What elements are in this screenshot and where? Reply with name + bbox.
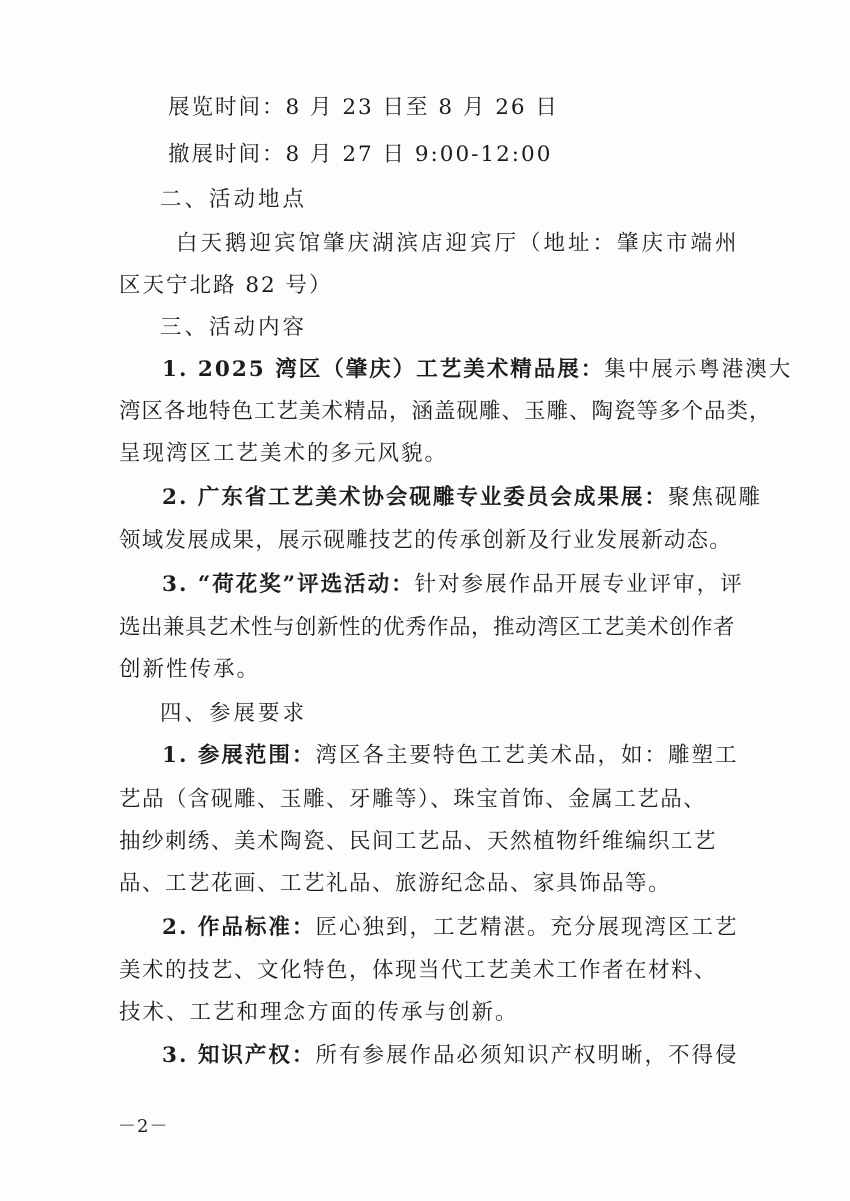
content-item-2 — [162, 484, 762, 512]
venue-line-2: 区天宁北路 82 号） — [119, 273, 333, 298]
requirement-item-1-line-4: 品、工艺花画、工艺礼品、旅游纪念品、家具饰品等。 — [119, 871, 672, 896]
content-item-2-text: 聚焦砚雕 — [667, 485, 762, 510]
requirement-item-1-label: 1. 参展范围： — [162, 743, 316, 768]
section-2-heading: 二、活动地点 — [160, 187, 308, 212]
requirement-item-2-label: 2. 作品标准： — [162, 915, 316, 940]
requirement-item-3-text: 所有参展作品必须知识产权明晰，不得侵 — [315, 1043, 739, 1068]
content-item-1-label: 1. 2025 湾区（肇庆）工艺美术精品展： — [162, 357, 605, 382]
requirement-item-1-line-3: 抽纱刺绣、美术陶瓷、民间工艺品、天然植物纤维编织工艺 — [119, 829, 718, 854]
teardown-time: 撤展时间：8 月 27 日 9:00-12:00 — [168, 142, 553, 167]
section-4-heading: 四、参展要求 — [160, 701, 308, 726]
requirement-item-2-line-3: 技术、工艺和理念方面的传承与创新。 — [119, 1000, 519, 1025]
content-item-2-label: 2. 广东省工艺美术协会砚雕专业委员会成果展： — [162, 485, 668, 510]
venue-line-1: 白天鹅迎宾馆肇庆湖滨店迎宾厅（地址：肇庆市端州 — [176, 231, 740, 256]
requirement-item-2 — [162, 914, 738, 942]
content-item-2-line-2: 领域发展成果，展示砚雕技艺的传承创新及行业发展新动态。 — [119, 528, 732, 553]
requirement-item-2-line-2: 美术的技艺、文化特色，体现当代工艺美术工作者在材料、 — [119, 958, 718, 983]
content-item-3-label: 3. “荷花奖”评选活动： — [162, 572, 415, 597]
requirement-item-2-text: 匠心独到，工艺精湛。充分展现湾区工艺 — [315, 915, 739, 940]
requirement-item-1-text: 湾区各主要特色工艺美术品，如：雕塑工 — [315, 743, 739, 768]
content-item-3-line-2: 选出兼具艺术性与创新性的优秀作品，推动湾区工艺美术创作者 — [119, 615, 736, 640]
content-item-1-line-2: 湾区各地特色工艺美术精品，涵盖砚雕、玉雕、陶瓷等多个品类， — [119, 399, 772, 424]
exhibition-time: 展览时间：8 月 23 日至 8 月 26 日 — [168, 95, 559, 120]
requirement-item-3 — [162, 1042, 738, 1070]
requirement-item-3-label: 3. 知识产权： — [162, 1043, 316, 1068]
requirement-item-1-line-2: 艺品（含砚雕、玉雕、牙雕等）、珠宝首饰、金属工艺品、 — [119, 787, 707, 812]
content-item-3-text: 针对参展作品开展专业评审，评 — [414, 572, 744, 597]
page-number: －2－ — [118, 1116, 169, 1137]
content-item-3-line-3: 创新性传承。 — [119, 657, 261, 682]
section-3-heading: 三、活动内容 — [160, 315, 308, 340]
content-item-1-text: 集中展示粤港澳大 — [604, 357, 793, 382]
content-item-1 — [162, 356, 792, 384]
requirement-item-1 — [162, 742, 738, 770]
content-item-1-line-3: 呈现湾区工艺美术的多元风貌。 — [119, 441, 449, 466]
content-item-3 — [162, 571, 744, 599]
